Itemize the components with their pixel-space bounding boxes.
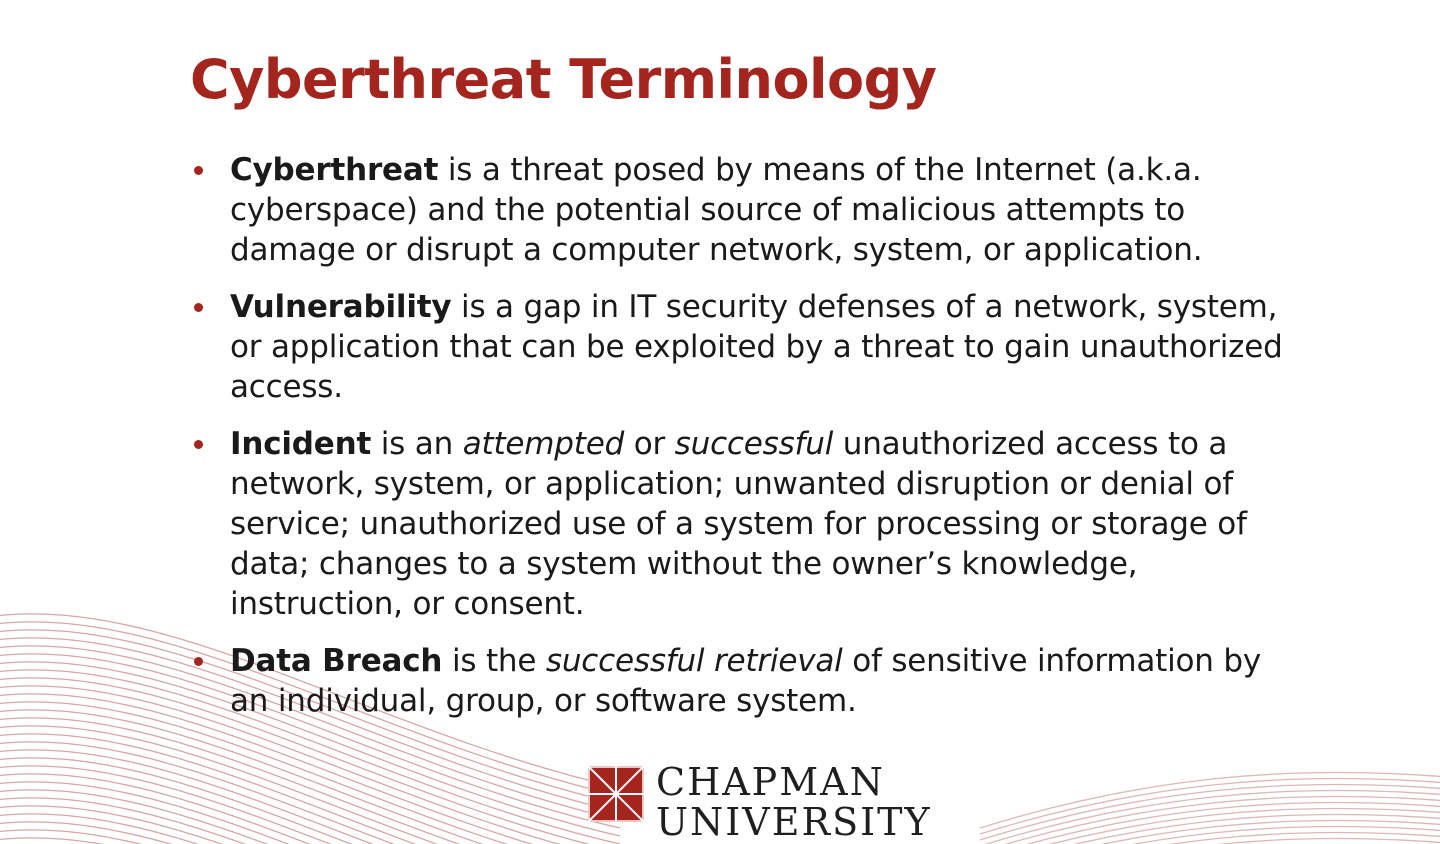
- wave-line: [0, 806, 620, 844]
- bullet-item-data-breach: [190, 641, 1300, 721]
- wave-line: [980, 826, 1440, 844]
- wave-line: [980, 838, 1440, 844]
- definition-text: is an: [371, 426, 463, 462]
- bullet-dot-icon: [194, 657, 203, 666]
- wave-line: [980, 784, 1440, 840]
- emphasis-text: successful: [674, 426, 834, 462]
- wave-line: [980, 814, 1440, 844]
- definition-text: is a threat posed by means of the Internet (a.k.a. cyberspace) and the potential source of malicious attempts to damage or disrupt a computer network, system, or application.: [230, 152, 1203, 268]
- wave-line: [0, 830, 620, 844]
- wave-line: [0, 798, 620, 844]
- wave-line: [0, 742, 620, 844]
- chapman-university-logo: [588, 760, 932, 844]
- wave-line: [0, 758, 620, 844]
- chapman-emblem-icon: [588, 766, 644, 822]
- definition-text: unauthorized access to a network, system, or application; unwanted disruption or denial of service; unauthorized use of a system for processing or storage of data; changes to a system without the owner’s knowledge, instruction, or consent.: [230, 426, 1247, 622]
- wave-line: [0, 814, 620, 844]
- wave-line: [0, 790, 620, 844]
- wave-line: [980, 832, 1440, 844]
- bullet-item-incident: [190, 424, 1300, 624]
- wave-line: [980, 820, 1440, 844]
- logo-name: CHAPMAN: [656, 760, 885, 804]
- wave-line: [0, 774, 620, 844]
- term-vulnerability: Vulnerability: [230, 289, 452, 325]
- term-cyberthreat: Cyberthreat: [230, 152, 439, 188]
- bullet-list: [190, 150, 1300, 738]
- term-incident: Incident: [230, 426, 372, 462]
- definition-text: or: [624, 426, 675, 462]
- wave-line: [0, 734, 620, 844]
- emphasis-text: attempted: [462, 426, 625, 462]
- bullet-dot-icon: [194, 166, 203, 175]
- wave-line: [0, 822, 620, 844]
- wave-line: [980, 802, 1440, 844]
- logo-subtitle: UNIVERSITY: [656, 800, 932, 844]
- bullet-item-vulnerability: [190, 287, 1300, 407]
- emphasis-text: successful retrieval: [545, 643, 843, 679]
- wave-line: [0, 766, 620, 844]
- slide-title: Cyberthreat Terminology: [190, 48, 937, 111]
- definition-text: is the: [442, 643, 546, 679]
- wave-line: [0, 726, 620, 844]
- bullet-dot-icon: [194, 303, 203, 312]
- bullet-dot-icon: [194, 440, 203, 449]
- wave-line: [980, 796, 1440, 844]
- definition-text: of sensitive information by an individual, group, or software system.: [230, 643, 1262, 719]
- wave-line: [980, 808, 1440, 844]
- wave-line: [980, 772, 1440, 828]
- wave-line: [0, 750, 620, 844]
- wave-line: [0, 838, 620, 844]
- wave-line: [980, 778, 1440, 834]
- wave-line: [0, 782, 620, 844]
- bullet-item-cyberthreat: [190, 150, 1300, 270]
- definition-text: is a gap in IT security defenses of a network, system, or application that can be exploited by a threat to gain unauthorized access.: [230, 289, 1283, 405]
- term-data-breach: Data Breach: [230, 643, 443, 679]
- wave-line: [980, 790, 1440, 844]
